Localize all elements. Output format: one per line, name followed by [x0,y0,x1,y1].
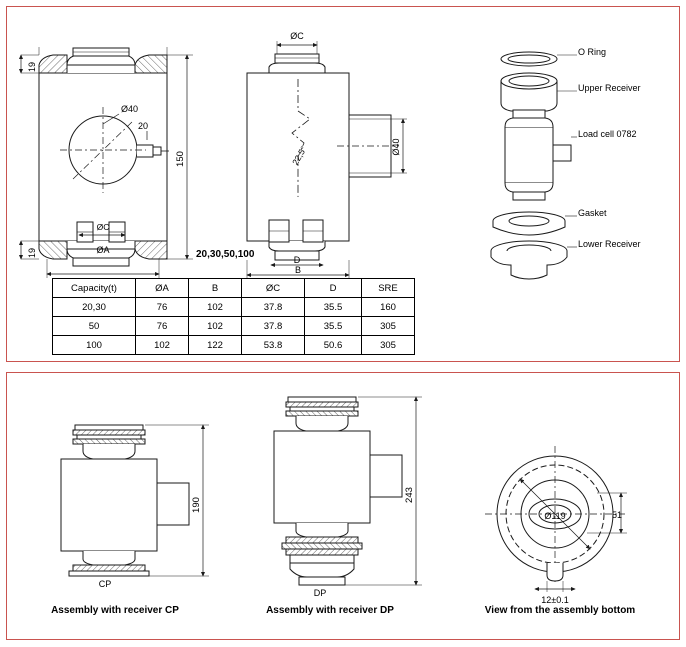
cell-b: 122 [189,336,242,355]
bottom-panel-svg [7,373,679,639]
cell-d: 50.6 [305,336,362,355]
label-gasket: Gasket [578,208,607,218]
label-load-cell: Load cell 0782 [578,129,637,139]
dim-diaC-front: ØC [96,222,110,232]
cell-sre: 305 [362,336,415,355]
cell-dia-c: 37.8 [242,298,305,317]
tag-cp: CP [98,579,112,589]
cell-b: 102 [189,317,242,336]
dim-diaA-front: ØA [96,245,110,255]
table-header-row [53,279,415,298]
side-view-caption: 20,30,50,100 [196,249,255,260]
dim-dia40-front: Ø40 [121,104,139,114]
cell-dia-a: 76 [136,317,189,336]
assembly-dp-view [274,397,422,585]
th-dia-a: ØA [136,279,189,298]
th-b: B [189,279,242,298]
dim-12: 12±0.1 [541,595,569,605]
dim-51: 51 [611,510,623,520]
cell-b: 102 [189,298,242,317]
table-row [53,317,415,336]
table-row [53,298,415,317]
cell-capacity: 100 [53,336,136,355]
cell-dia-c: 53.8 [242,336,305,355]
th-sre: SRE [362,279,415,298]
dim-B: B [294,265,302,275]
dim-bolt-circle: Ø119 [544,511,566,521]
caption-assembly-dp: Assembly with receiver DP [266,605,394,616]
caption-assembly-cp: Assembly with receiver CP [51,605,179,616]
exploded-view [491,52,577,279]
th-d: D [305,279,362,298]
cell-dia-c: 37.8 [242,317,305,336]
th-capacity: Capacity(t) [53,279,136,298]
cell-dia-a: 102 [136,336,189,355]
table-row [53,336,415,355]
dim-diaC-side: ØC [290,31,304,41]
dim-243: 243 [404,487,415,503]
label-upper-receiver: Upper Receiver [578,83,641,93]
dim-150: 150 [175,151,186,167]
tag-dp: DP [313,588,327,598]
dim-bottom-19: 19 [27,247,37,259]
dim-20: 20 [138,121,149,131]
assembly-cp-view [61,425,209,576]
side-view [247,41,407,279]
cell-sre: 305 [362,317,415,336]
cell-capacity: 50 [53,317,136,336]
dim-D: D [293,255,301,265]
dim-top-19: 19 [27,61,37,73]
cell-d: 35.5 [305,298,362,317]
th-dia-c: ØC [242,279,305,298]
cell-capacity: 20,30 [53,298,136,317]
capacity-spec-table [52,278,415,355]
dim-dia40-side: Ø40 [391,138,401,156]
caption-assembly-bottom: View from the assembly bottom [484,605,636,616]
label-lower-receiver: Lower Receiver [578,239,641,249]
cell-d: 35.5 [305,317,362,336]
cell-dia-a: 76 [136,298,189,317]
dim-angle: 22,5° [290,144,309,167]
front-view [21,47,193,278]
label-o-ring: O Ring [578,47,607,57]
bottom-drawing-panel [6,372,680,640]
dim-190: 190 [191,497,202,513]
cell-sre: 160 [362,298,415,317]
